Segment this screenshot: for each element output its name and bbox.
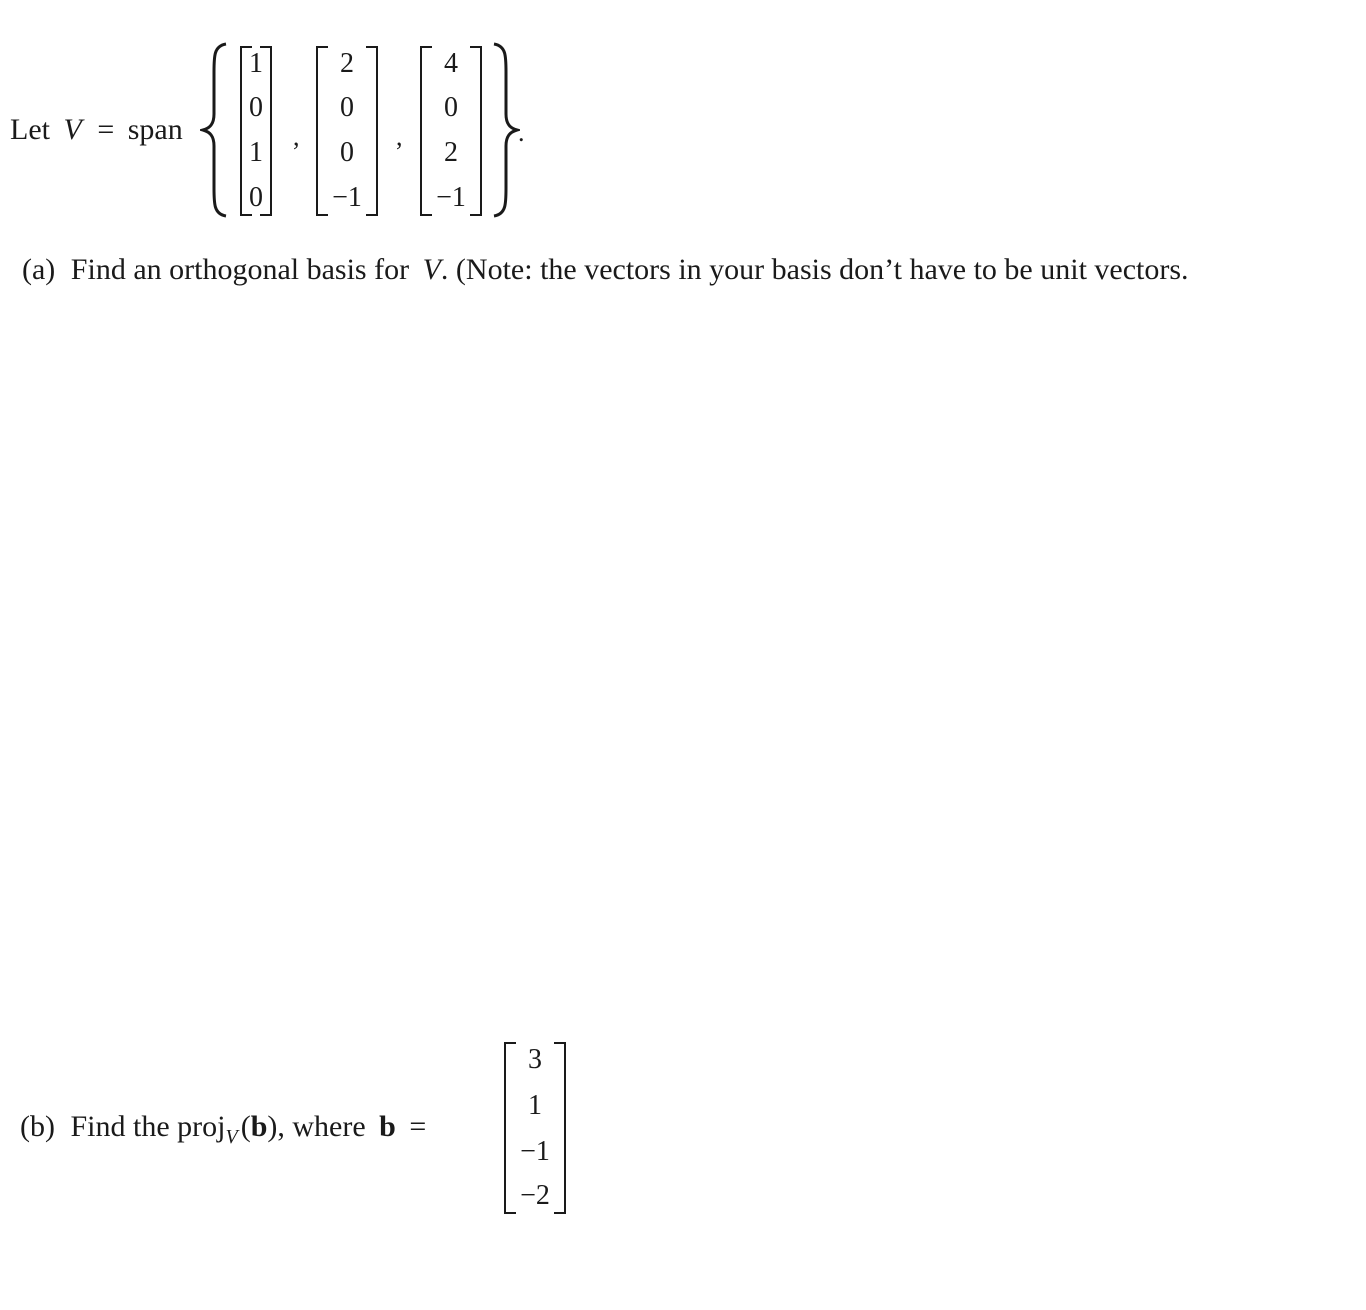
vector-entry: 1 [249,48,263,79]
part-b-question [20,1112,426,1152]
vector-b-symbol: b [250,1110,268,1143]
span-vector-1 [240,46,272,216]
part-a-question [22,255,1189,285]
subspace-symbol: V [63,113,82,146]
left-brace-icon [200,42,230,218]
vector-entry: 1 [249,137,263,168]
vector-entry: 1 [528,1090,542,1121]
vector-entry: −1 [436,182,466,213]
let-word: Let [10,113,50,146]
comma: , [293,122,300,151]
vector-entry: 0 [444,92,458,123]
equals-sign: = [409,1110,427,1143]
vector-entry: 0 [249,92,263,123]
vector-entry: −2 [520,1180,550,1211]
vector-b-symbol: b [379,1110,396,1143]
vector-entry: −1 [332,182,362,213]
comma: , [396,122,403,151]
part-b-where: ), where [267,1110,366,1143]
projection-subscript: V [225,1126,238,1148]
span-vector-3 [420,46,482,216]
vector-entry: 0 [249,182,263,213]
part-a-text: Find an orthogonal basis for [70,253,410,286]
vector-entry: 3 [528,1044,542,1075]
part-a-label: (a) [22,253,56,286]
definition-line [10,115,183,145]
vector-entry: 2 [444,137,458,168]
vector-entry: 2 [340,48,354,79]
part-b-label: (b) [20,1110,55,1143]
vector-b [504,1042,566,1214]
part-a-note: . (Note: the vectors in your basis don’t have to be unit vectors. [440,253,1189,286]
part-b-text: Find the proj [70,1110,226,1143]
right-brace-icon [490,42,520,218]
subspace-symbol: V [422,253,441,286]
vector-entry: 0 [340,92,354,123]
vector-entry: 0 [340,137,354,168]
span-word: span [127,113,183,146]
span-vector-2 [316,46,378,216]
open-paren: ( [240,1110,251,1143]
period: . [518,118,525,147]
vector-entry: 4 [444,48,458,79]
vector-entry: −1 [520,1136,550,1167]
equals-sign: = [97,113,115,146]
